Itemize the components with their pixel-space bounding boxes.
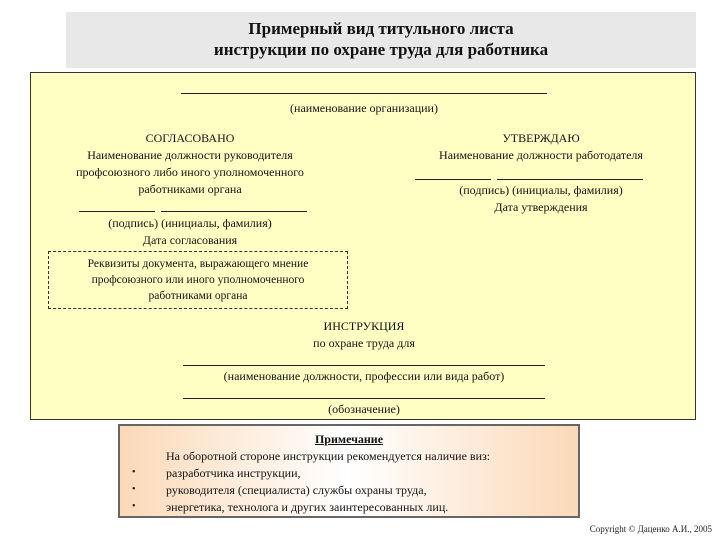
union-position-line-3: работниками органа [138,182,242,196]
approval-block [45,130,335,198]
note-item-3: энергетика, технолога и других заинтересованных лиц. [166,500,449,514]
note-title: Примечание [314,432,384,446]
employer-position-line: Наименование должности работодателя [439,148,643,162]
organization-label: (наименование организации) [290,101,438,115]
note-item-1: разработчика инструкции, [166,466,301,480]
left-signature-label: (подпись) (инициалы, фамилия) [108,216,272,230]
agreement-date-label: Дата согласования [142,233,238,247]
right-signature-label: (подпись) (инициалы, фамилия) [459,183,623,197]
slide-title [66,12,696,68]
note-box [118,424,580,518]
designation-line [183,398,545,399]
approval-date-label: Дата утверждения [494,200,588,214]
bullet-icon: • [132,501,136,512]
right-signature-line [415,179,491,180]
note-intro: На оборотной стороне инструкции рекомендуется наличие виз: [166,449,491,463]
approve-block [397,130,685,164]
position-line [183,365,545,366]
document-details-text [49,256,347,304]
note-item-2: руководителя (специалиста) службы охраны труда, [166,483,427,497]
bullet-icon: • [132,467,136,478]
details-line-2: профсоюзного или иного уполномоченного [91,274,305,286]
details-line-3: работниками органа [148,290,248,302]
approve-heading: УТВЕРЖДАЮ [502,131,580,145]
designation-label: (обозначение) [328,402,400,416]
left-name-line [161,211,307,212]
title-page-form [30,72,696,420]
union-position-line-2: профсоюзного либо иного уполномоченного [76,165,304,179]
bullet-icon: • [132,484,136,495]
copyright: Copyright © Даценко А.И., 2005 [589,524,712,534]
union-position-line-1: Наименование должности руководителя [87,148,293,162]
position-label: (наименование должности, профессии или вида работ) [223,369,505,383]
details-line-1: Реквизиты документа, выражающего мнение [87,258,309,270]
instruction-subheading: по охране труда для [313,336,415,350]
agreed-heading: СОГЛАСОВАНО [145,131,235,145]
organization-line [181,93,547,94]
left-signature-line [79,211,155,212]
document-details-box [48,251,348,309]
instruction-heading: ИНСТРУКЦИЯ [323,319,405,333]
right-name-line [497,179,643,180]
title-line-1: Примерный вид титульного листа [248,19,514,38]
title-line-2: инструкции по охране труда для работника [213,40,549,59]
